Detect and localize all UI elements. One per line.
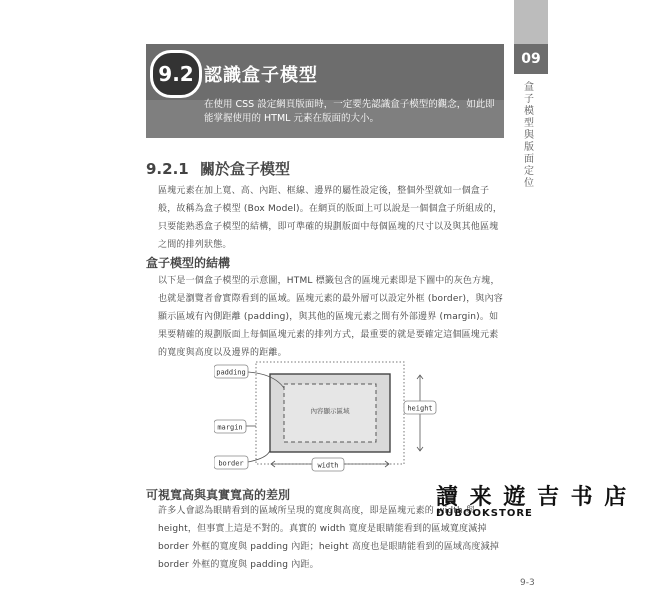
paragraph-box-model-intro: 區塊元素在加上寬、高、內距、框線、邊界的屬性設定後，整個外型就如一個盒子般，故稱為盒子模型 (Box Model)。在網頁的版面上可以說是一個個盒子所組成的，只要能熟悉盒子模型的結構，即可準確的規劃版面中每個區塊的尺寸以及與其他區塊之間的排列狀態。	[158, 186, 503, 250]
paragraph-visual-vs-real: 許多人會認為眼睛看到的區域所呈現的寬度與高度，即是區塊元素的 width 與 height，但事實上這是不對的。真實的 width 寬度是眼睛能看到的區域寬度減掉 border 外框的寬度與 padding 內距；height 高度也是眼睛能看到的區域高度減掉 border 外框的寬度與 padding 內距。	[158, 506, 500, 570]
box-model-diagram	[214, 358, 444, 476]
heading-box-structure: 盒子模型的結構	[146, 256, 231, 270]
page-number: 9-3	[520, 578, 535, 588]
chapter-number-tab: 09	[514, 44, 548, 74]
bookstore-watermark-text: DUBOOKSTORE	[436, 508, 533, 519]
heading-visual-vs-real: 可視寬高與真實寬高的差別	[146, 488, 291, 502]
chapter-side-label: 盒子模型與版面定位	[524, 82, 534, 189]
content-area-label: 內容顯示區域	[310, 407, 350, 415]
subsection-title: 關於盒子模型	[199, 160, 290, 178]
bookstore-watermark-logo: 讀 来 遊 吉 书 店	[436, 485, 629, 510]
section-title: 認識盒子模型	[204, 65, 318, 86]
border-pointer	[248, 450, 270, 462]
subsection-heading	[146, 158, 290, 179]
margin-label: margin	[217, 423, 243, 432]
border-label: border	[218, 459, 244, 468]
padding-label: padding	[216, 368, 246, 377]
height-label: height	[407, 404, 433, 413]
paragraph-box-structure: 以下是一個盒子模型的示意圖，HTML 標籤包含的區塊元素即是下圖中的灰色方塊，也就是瀏覽者會實際看到的區域。區塊元素的最外層可以設定外框 (border)，與內容顯示區域有內側距離 (padding)，與其他的區塊元素之間有外部邊界 (margin)。如果要精確的規劃版面上每個區塊元素的排列方式，最重要的就是要確定這個區塊元素的寬度與高度以及邊界的距離。	[158, 276, 503, 358]
side-tab-top	[514, 0, 548, 44]
section-number-badge: 9.2	[150, 50, 202, 98]
width-label: width	[317, 461, 339, 470]
subsection-number: 9.2.1	[146, 160, 189, 178]
section-intro: 在使用 CSS 設定網頁版面時，一定要先認識盒子模型的觀念，如此即能掌握使用的 HTML 元素在版面的大小。	[204, 99, 495, 124]
